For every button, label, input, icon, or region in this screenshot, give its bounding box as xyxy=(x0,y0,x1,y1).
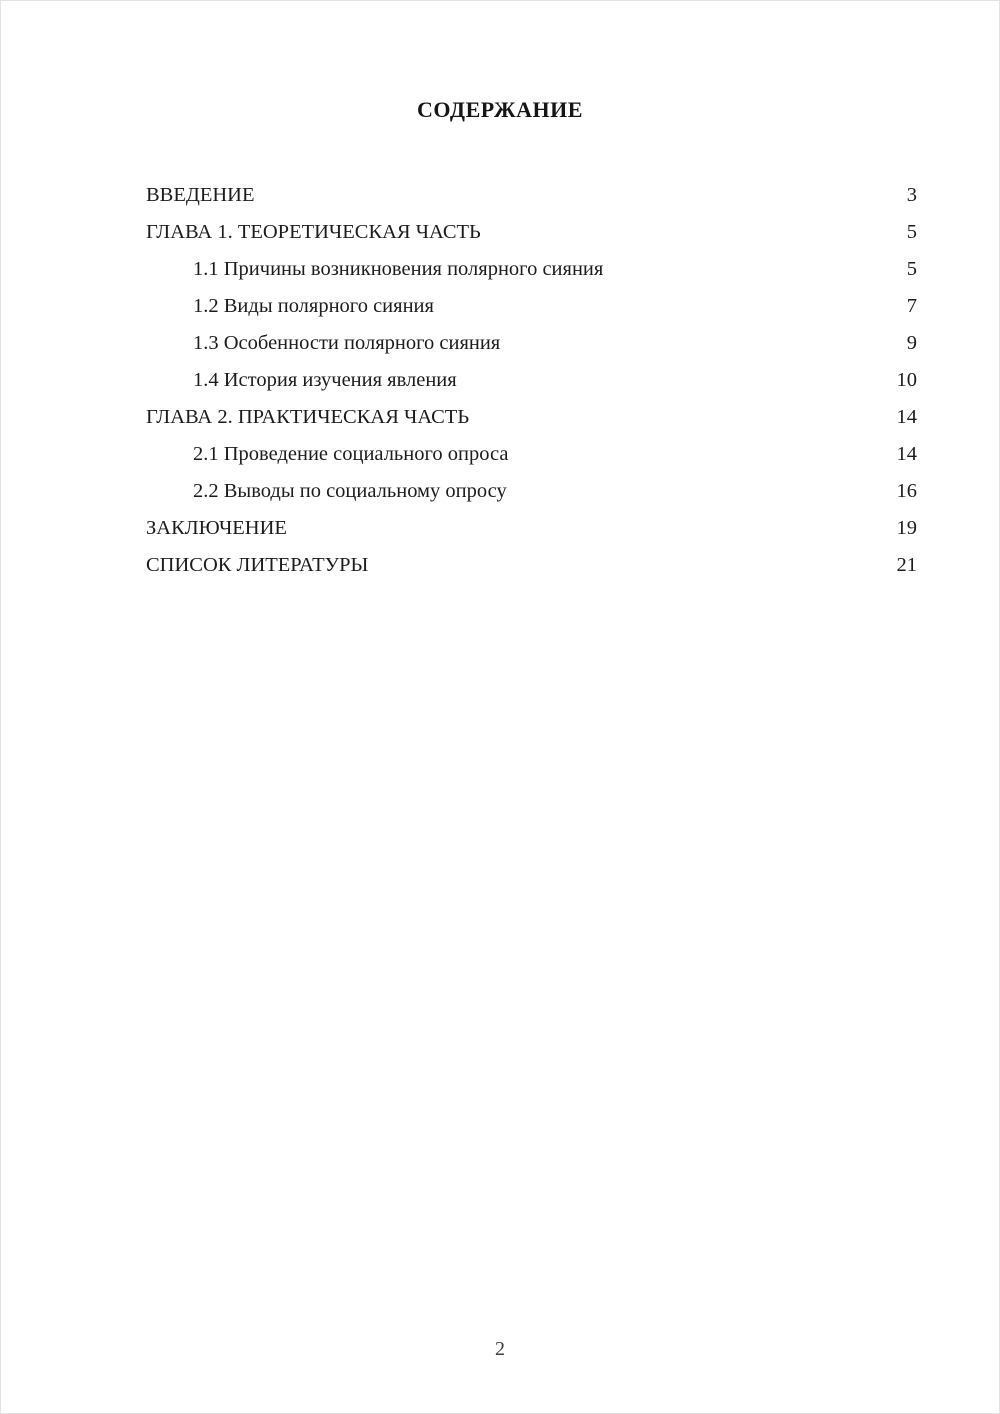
toc-entry xyxy=(146,473,917,510)
toc-entry-page: 14 xyxy=(896,443,917,465)
toc-entry xyxy=(146,214,917,251)
toc-entry-page: 5 xyxy=(906,258,917,280)
toc-entry-label: 2.1 Проведение социального опроса xyxy=(193,443,509,465)
toc-entry-page: 5 xyxy=(906,221,917,243)
page-title: СОДЕРЖАНИЕ xyxy=(417,97,583,122)
table-of-contents xyxy=(1,177,999,584)
toc-entry-label: ЗАКЛЮЧЕНИЕ xyxy=(146,517,287,539)
toc-entry-page: 10 xyxy=(896,369,917,391)
toc-entry-label: 1.1 Причины возникновения полярного сияния xyxy=(193,258,604,280)
toc-entry xyxy=(146,251,917,288)
toc-entry xyxy=(146,436,917,473)
toc-entry-page: 21 xyxy=(896,554,917,576)
toc-entry-page: 9 xyxy=(906,332,917,354)
toc-entry xyxy=(146,547,917,584)
toc-entry-label: ГЛАВА 1. ТЕОРЕТИЧЕСКАЯ ЧАСТЬ xyxy=(146,221,481,243)
toc-entry-label: 2.2 Выводы по социальному опросу xyxy=(193,480,507,502)
toc-entry xyxy=(146,325,917,362)
toc-entry xyxy=(146,510,917,547)
toc-entry-label: 1.4 История изучения явления xyxy=(193,369,457,391)
page-number: 2 xyxy=(495,1338,505,1360)
toc-entry xyxy=(146,288,917,325)
toc-entry xyxy=(146,399,917,436)
toc-entry xyxy=(146,177,917,214)
toc-entry-label: СПИСОК ЛИТЕРАТУРЫ xyxy=(146,554,369,576)
toc-entry-page: 3 xyxy=(906,184,917,206)
toc-entry-page: 16 xyxy=(896,480,917,502)
toc-entry-page: 14 xyxy=(896,406,917,428)
toc-entry-page: 7 xyxy=(906,295,917,317)
toc-entry-page: 19 xyxy=(896,517,917,539)
toc-entry xyxy=(146,362,917,399)
toc-entry-label: ВВЕДЕНИЕ xyxy=(146,184,255,206)
toc-entry-label: 1.3 Особенности полярного сияния xyxy=(193,332,501,354)
toc-entry-label: 1.2 Виды полярного сияния xyxy=(193,295,434,317)
toc-entry-label: ГЛАВА 2. ПРАКТИЧЕСКАЯ ЧАСТЬ xyxy=(146,406,470,428)
